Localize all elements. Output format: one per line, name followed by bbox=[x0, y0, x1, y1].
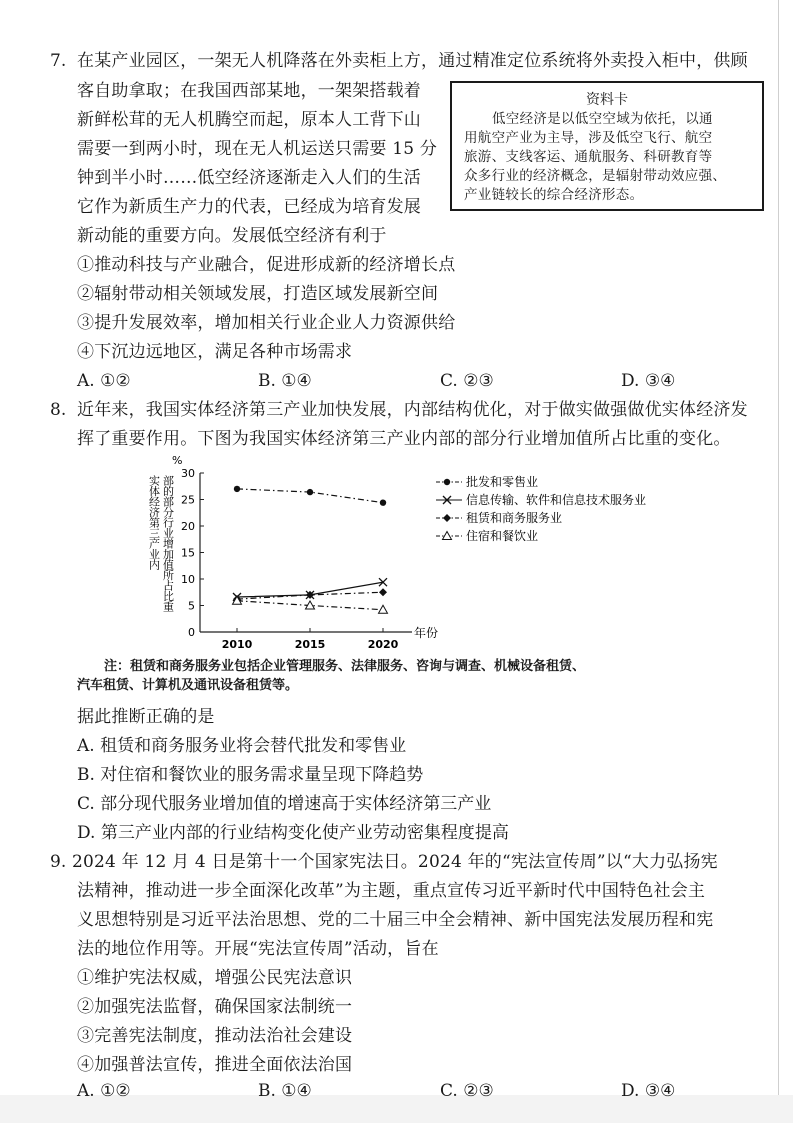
question-stem: 据此推断正确的是 bbox=[77, 707, 215, 727]
question-text-line: 新鲜松茸的无人机腾空而起，原本人工背下山 bbox=[77, 110, 421, 130]
chart-axes bbox=[148, 455, 439, 651]
x-axis-label: 年份 bbox=[414, 626, 439, 640]
legend-label: 住宿和餐饮业 bbox=[466, 529, 539, 543]
chart-plot bbox=[233, 486, 388, 614]
question-text-line: 钟到半小时……低空经济逐渐走入人们的生活 bbox=[77, 168, 421, 188]
y-tick-label: 5 bbox=[188, 599, 195, 613]
y-tick-label: 10 bbox=[181, 573, 195, 586]
series-point bbox=[380, 499, 386, 505]
legend-item bbox=[436, 510, 562, 525]
question-text-line: 在某产业园区，一架无人机降落在外卖柜上方，通过精准定位系统将外卖投入柜中，供顾 bbox=[77, 51, 748, 71]
y-tick-label: 30 bbox=[181, 467, 195, 480]
statement-2: ②辐射带动相关领域发展，打造区域发展新空间 bbox=[77, 284, 439, 304]
series-point bbox=[379, 605, 388, 613]
question-text-line: 客自助拿取；在我国西部某地，一架架搭载着 bbox=[77, 81, 421, 101]
page-margin-rule bbox=[778, 0, 779, 1123]
legend-item bbox=[436, 474, 538, 489]
y-axis-label: 部的部分行业增加值所占比重 bbox=[161, 475, 175, 612]
y-tick-label: 20 bbox=[181, 520, 195, 533]
series-point bbox=[307, 489, 313, 495]
option-c[interactable]: C. ②③ bbox=[440, 1081, 494, 1101]
info-card bbox=[450, 81, 764, 211]
info-card-line: 众多行业的经济概念，是辐射带动效应强、 bbox=[464, 168, 727, 184]
statement-3: ③提升发展效率，增加相关行业企业人力资源供给 bbox=[77, 313, 456, 333]
question-text-line: 需要一到两小时，现在无人机运送只需要 15 分 bbox=[77, 139, 438, 159]
chart-note-line: 注：租赁和商务服务业包括企业管理服务、法律服务、咨询与调查、机械设备租赁、 bbox=[104, 659, 586, 674]
series-1 bbox=[234, 486, 386, 506]
info-card-line: 低空经济是以低空空域为依托，以通 bbox=[492, 111, 713, 127]
info-card-line: 旅游、支线客运、通航服务、科研教育等 bbox=[464, 149, 713, 165]
question-text-line: 挥了重要作用。下图为我国实体经济第三产业内部的部分行业增加值所占比重的变化。 bbox=[77, 429, 731, 449]
question-text-line: 近年来，我国实体经济第三产业加快发展，内部结构优化，对于做实做强做优实体经济发 bbox=[77, 400, 748, 420]
statement-4: ④下沉边远地区，满足各种市场需求 bbox=[77, 342, 353, 362]
option-d[interactable]: D. ③④ bbox=[621, 371, 676, 391]
option-a[interactable]: A. ①② bbox=[77, 371, 131, 391]
y-axis-label: 实体经济第三产业内 bbox=[147, 475, 161, 570]
option-b[interactable]: B. ①④ bbox=[258, 1081, 312, 1101]
x-tick-label: 2015 bbox=[294, 638, 326, 651]
y-tick-label: 15 bbox=[181, 546, 195, 560]
info-card-title: 资料卡 bbox=[586, 92, 628, 108]
legend-item bbox=[436, 492, 646, 507]
info-card-line: 产业链较长的综合经济形态。 bbox=[464, 187, 644, 203]
chart-legend bbox=[436, 474, 646, 543]
question-text-line: 义思想特别是习近平法治思想、党的二十届三中全会精神、新中国宪法发展历程和宪 bbox=[77, 910, 714, 930]
option-d[interactable]: D. 第三产业内部的行业结构变化使产业劳动密集程度提高 bbox=[77, 823, 509, 843]
series-point bbox=[379, 588, 387, 596]
legend-label: 信息传输、软件和信息技术服务业 bbox=[466, 493, 647, 507]
question-number: 7. bbox=[50, 51, 67, 71]
y-tick-label: 0 bbox=[188, 626, 195, 639]
statement-1: ①推动科技与产业融合，促进形成新的经济增长点 bbox=[77, 255, 456, 275]
legend-label: 批发和零售业 bbox=[466, 475, 539, 489]
series-point bbox=[444, 479, 450, 485]
legend-item bbox=[436, 528, 538, 543]
statement-3: ③完善宪法制度，推动法治社会建设 bbox=[77, 1026, 353, 1046]
legend-label: 租赁和商务服务业 bbox=[466, 511, 563, 525]
chart-note-line: 汽车租赁、计算机及通讯设备租赁等。 bbox=[77, 678, 299, 693]
option-a[interactable]: A. 租赁和商务服务业将会替代批发和零售业 bbox=[77, 736, 407, 756]
line-chart bbox=[140, 455, 700, 655]
option-a[interactable]: A. ①② bbox=[77, 1081, 131, 1101]
question-number: 8. bbox=[50, 400, 67, 420]
option-c[interactable]: C. ②③ bbox=[440, 371, 494, 391]
y-tick-label: 25 bbox=[181, 493, 195, 507]
series-point bbox=[234, 486, 240, 492]
question-text-line: 它作为新质生产力的代表，已经成为培育发展 bbox=[77, 197, 421, 217]
option-c[interactable]: C. 部分现代服务业增加值的增速高于实体经济第三产业 bbox=[77, 794, 492, 814]
option-b[interactable]: B. ①④ bbox=[258, 371, 312, 391]
question-text-line: 法的地位作用等。开展“宪法宣传周”活动，旨在 bbox=[77, 939, 439, 959]
question-number: 9. bbox=[50, 852, 67, 872]
x-tick-label: 2020 bbox=[367, 638, 399, 651]
statement-1: ①维护宪法权威，增强公民宪法意识 bbox=[77, 968, 353, 988]
series-point bbox=[443, 514, 451, 522]
info-card-line: 用航空产业为主导，涉及低空飞行、航空 bbox=[464, 130, 713, 146]
option-b[interactable]: B. 对住宿和餐饮业的服务需求量呈现下降趋势 bbox=[77, 765, 424, 785]
statement-4: ④加强普法宣传，推进全面依法治国 bbox=[77, 1055, 353, 1075]
question-text-line: 新动能的重要方向。发展低空经济有利于 bbox=[77, 226, 387, 246]
statement-2: ②加强宪法监督，确保国家法制统一 bbox=[77, 997, 353, 1017]
series-point bbox=[443, 532, 452, 540]
option-d[interactable]: D. ③④ bbox=[621, 1081, 676, 1101]
question-text-line: 2024 年 12 月 4 日是第十一个国家宪法日。2024 年的“宪法宣传周”以“大力弘扬宪 bbox=[72, 852, 718, 872]
question-text-line: 法精神，推动进一步全面深化改革”为主题，重点宣传习近平新时代中国特色社会主 bbox=[77, 881, 706, 901]
x-tick-label: 2010 bbox=[221, 638, 253, 651]
y-unit-label: % bbox=[172, 455, 183, 467]
